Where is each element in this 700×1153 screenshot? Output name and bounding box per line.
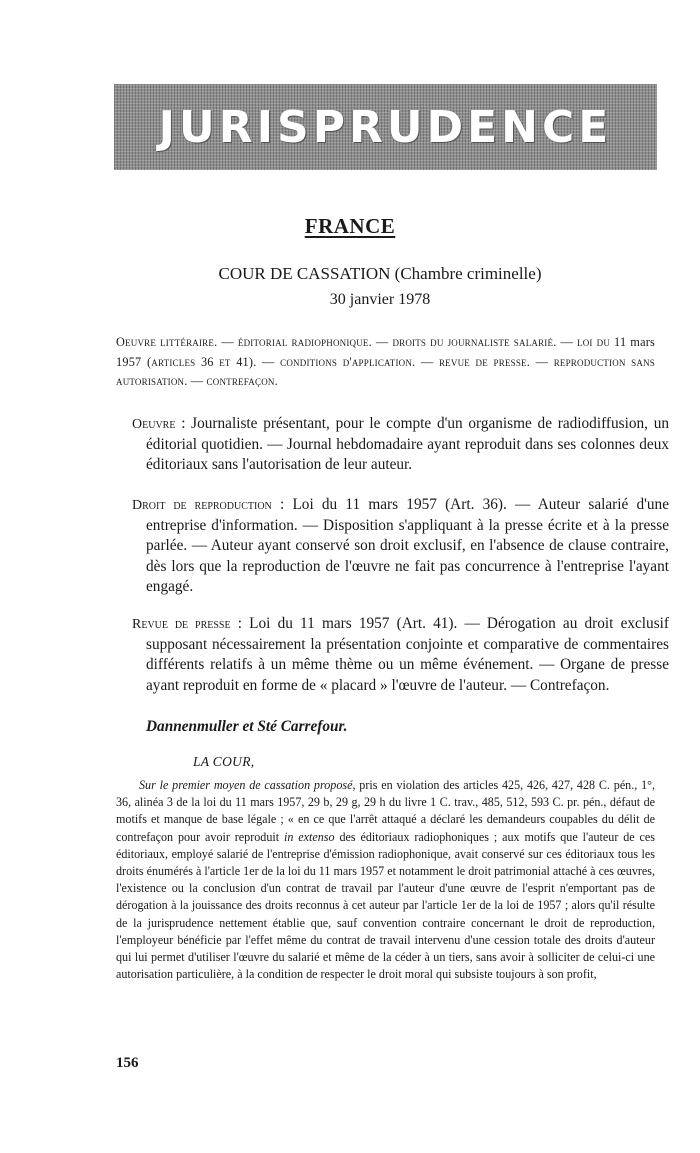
case-summary xyxy=(116,333,655,392)
body-text-2: des éditoriaux radiophoniques ; aux motifs que l'auteur de ces éditoriaux, employé salarié de l'entreprise d'émission radiophonique, avait conservé sur ces éditoriaux tous les droits énumérés à l'article 1er de la loi du 11 mars 1957 et notamment le droit patrimonial attaché à ces œuvres, l'existence ou la conclusion d'un contrat de travail par l'auteur d'une œuvre de l'esprit n'emportant pas de dérogation à la jouissance des droits reconnus à cet auteur par l'article 1er de la loi de 1957 ; alors qu'il résulte de la jurisprudence nettement établie que, sauf convention contraire concernant le droit de reproduction, l'employeur bénéficie par l'effet même du contrat de travail intervenu d'une cession totale des droits d'auteur qui lui permet d'utiliser l'œuvre du salarié et même de la céder à un tiers, sans avoir à solliciter de celui-ci une autorisation particulière, à la condition de respecter le droit moral qui subsiste toujours à son profit, xyxy=(116,829,655,982)
case-parties: Dannenmuller et Sté Carrefour. xyxy=(146,718,348,735)
headnote-revue-de-presse xyxy=(132,614,669,696)
summary-date: 11 mars 1957 xyxy=(116,335,656,369)
summary-keywords-4: ). — conditions d'application. — revue de presse. — reproduction sans autorisation. — contrefaçon. xyxy=(116,354,655,388)
summary-keywords-1: Oeuvre littéraire. — éditorial radiophonique. — droits du journaliste salarié. — loi du xyxy=(116,335,615,349)
headnote-oeuvre xyxy=(132,414,669,476)
judgment-body xyxy=(116,777,655,983)
headnote-label: Oeuvre xyxy=(132,417,176,432)
headnote-label: Revue de presse xyxy=(132,617,231,632)
country-heading-text: FRANCE xyxy=(304,214,396,238)
body-italic: in extenso xyxy=(284,829,335,844)
headnote-text: : Loi du 11 mars 1957 (Art. 36). — Auteur salarié d'une entreprise d'information. — Disposition s'appliquant à la presse écrite et à la presse parlée. — Auteur ayant conservé son droit exclusif, en l'absence de clause contraire, dès lors que la reproduction de l'œuvre ne fait pas concurrence à l'entreprise l'ayant engagé. xyxy=(146,496,669,595)
court-name: COUR DE CASSATION (Chambre criminelle) xyxy=(218,264,542,283)
summary-keywords-3: et xyxy=(213,354,237,369)
headnote-label: Droit de reproduction xyxy=(132,498,272,513)
summary-article-36: 36 xyxy=(200,354,214,369)
decision-date: 30 janvier 1978 xyxy=(329,291,431,308)
banner-title: JURISPRUDENCE xyxy=(158,101,613,153)
headnote-text: : Journaliste présentant, pour le compte d'un organisme de radiodiffusion, un éditorial quotidien. — Journal hebdomadaire ayant reproduit dans ses colonnes deux éditoriaux sans l'autorisation de leur auteur. xyxy=(146,415,669,474)
page-number: 156 xyxy=(116,1055,139,1071)
body-lead: Sur le premier moyen de cassation proposé, xyxy=(139,778,356,792)
summary-keywords-2: (articles xyxy=(141,354,201,369)
body-text-1: pris en violation des articles 425, 426, 427, 428 C. pén., 1°, 36, alinéa 3 de la loi du 11 mars 1957, 29 b, 29 g, 29 h du livre 1 C. trav., 485, 512, 593 C. pr. pén., défaut de motifs et manque de base légale ; « en ce que l'arrêt attaqué a déclaré les demandeurs coupables du délit de contrefaçon pour avoir reproduit xyxy=(116,778,656,844)
la-cour-heading: LA COUR, xyxy=(193,754,255,769)
summary-article-41: 41 xyxy=(236,354,249,369)
section-banner xyxy=(114,84,657,170)
headnote-droit-de-reproduction xyxy=(132,495,669,597)
country-heading xyxy=(0,214,700,239)
headnote-text: : Loi du 11 mars 1957 (Art. 41). — Dérogation au droit exclusif supposant nécessairement la présentation conjointe et comparative de commentaires différents relatifs à un même thème ou un même événement. — Organe de presse ayant reproduit en forme de « placard » l'œuvre de l'auteur. — Contrefaçon. xyxy=(146,615,669,694)
